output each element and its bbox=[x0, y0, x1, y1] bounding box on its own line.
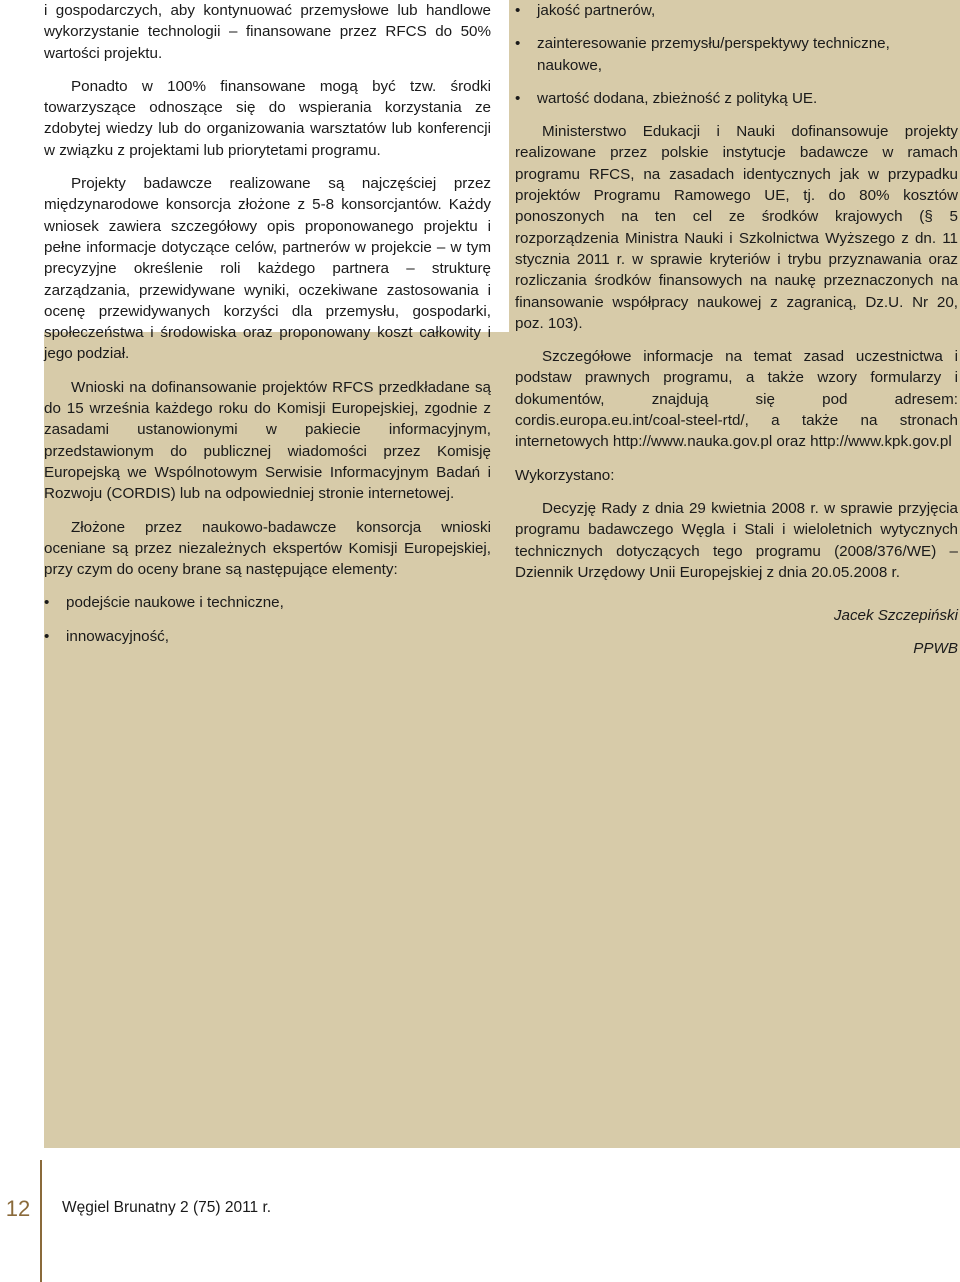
left-paragraph-3: Projekty badawcze realizowane są najczęściej przez międzynarodowe konsorcja złożone z 5-8 konsorcjantów. Każdy wniosek zawiera szczegółowy opis proponowanego projektu i pełne informacje dotyczące celów, partnerów w projekcie – w tym precyzyjne określenie roli każdego partnera – strukturę zarządzania, przewidywane wyniki, oczekiwane zastosowania i ocenę przewidywanych korzyści dla przemysłu, gospodarki, społeczeństwa i środowiska oraz proponowany koszt całkowity i jego podział. bbox=[44, 175, 491, 363]
left-paragraph-2: Ponadto w 100% finansowane mogą być tzw. środki towarzyszące odnoszące się do wspierania korzystania ze zdobytej wiedzy lub do organizowania warsztatów lub konferencji w związku z projektami lub priorytetami programu. bbox=[44, 77, 491, 159]
bullet-icon: • bbox=[44, 594, 50, 612]
right-column bbox=[515, 0, 958, 660]
journal-title: Węgiel Brunatny 2 (75) 2011 r. bbox=[62, 1199, 272, 1216]
footer-divider bbox=[40, 1160, 42, 1282]
bullet-icon: • bbox=[515, 35, 521, 53]
sources-label: Wykorzystano: bbox=[515, 466, 615, 484]
right-paragraph-2: Szczegółowe informacje na temat zasad uczestnictwa i podstaw prawnych programu, a także wzory formularzy i dokumentów, znajdują się pod adresem: cordis.europa.eu.int/coal-steel-rtd/, a także na stronach internetowych http://www.nauka.gov.pl oraz http://www.kpk.gov.pl bbox=[515, 348, 958, 451]
left-paragraph-4: Wnioski na dofinansowanie projektów RFCS przedkładane są do 15 września każdego roku do Komisji Europejskiej, zgodnie z zasadami ustanowionymi w pakiecie informacyjnym, przedstawionym do publicznej wiadomości przez Komisję Europejską we Wspólnotowym Serwisie Informacyjnym Badań i Rozwoju (CORDIS) lub na odpowiedniej stronie internetowej. bbox=[44, 378, 491, 503]
left-bullet-item: • podejście naukowe i techniczne, bbox=[44, 592, 491, 613]
page-number: 12 bbox=[5, 1196, 31, 1221]
left-bullet-item: • innowacyjność, bbox=[44, 626, 491, 647]
left-paragraph-1: i gospodarczych, aby kontynuować przemysłowe lub handlowe wykorzystanie technologii – finansowane przez RFCS do 50% wartości projektu. bbox=[44, 2, 491, 62]
bullet-icon: • bbox=[515, 2, 521, 19]
right-bullet-item: • zainteresowanie przemysłu/perspektywy techniczne, naukowe, bbox=[515, 35, 890, 74]
bullet-icon: • bbox=[515, 89, 521, 107]
author-affiliation: PPWB bbox=[913, 640, 958, 658]
right-paragraph-3: Decyzję Rady z dnia 29 kwietnia 2008 r. w sprawie przyjęcia programu badawczego Węgla i Stali i wieloletnich wytycznych technicznych dotyczących tego programu (2008/376/WE) – Dziennik Urzędowy Unii Europejskiej z dnia 20.05.2008 r. bbox=[515, 499, 958, 581]
right-paragraph-1: Ministerstwo Edukacji i Nauki dofinansowuje projekty realizowane przez polskie instytucje badawcze w ramach programu RFCS, na zasadach identycznych jak w przypadku projektów Programu Ramowego UE, tj. do 80% kosztów ponoszonych na ten cel ze środków krajowych (§ 5 rozporządzenia Ministra Nauki i Szkolnictwa Wyższego z dn. 11 stycznia 2011 r. w sprawie kryteriów i trybu przyznawania oraz rozliczania środków finansowych na naukę przeznaczonych na finansowanie współpracy naukowej z zagranicą, Dz.U. Nr 20, poz. 103). bbox=[515, 123, 958, 332]
right-bullet-item: • jakość partnerów, bbox=[515, 0, 958, 21]
left-column bbox=[44, 0, 491, 647]
author-name: Jacek Szczepiński bbox=[833, 607, 958, 625]
left-paragraph-5: Złożone przez naukowo-badawcze konsorcja wnioski oceniane są przez niezależnych ekspertów Komisji Europejskiej, przy czym do oceny brane są następujące elementy: bbox=[44, 518, 491, 579]
right-bullet-item: • wartość dodana, zbieżność z polityką UE. bbox=[515, 88, 958, 109]
bullet-icon: • bbox=[44, 627, 50, 645]
